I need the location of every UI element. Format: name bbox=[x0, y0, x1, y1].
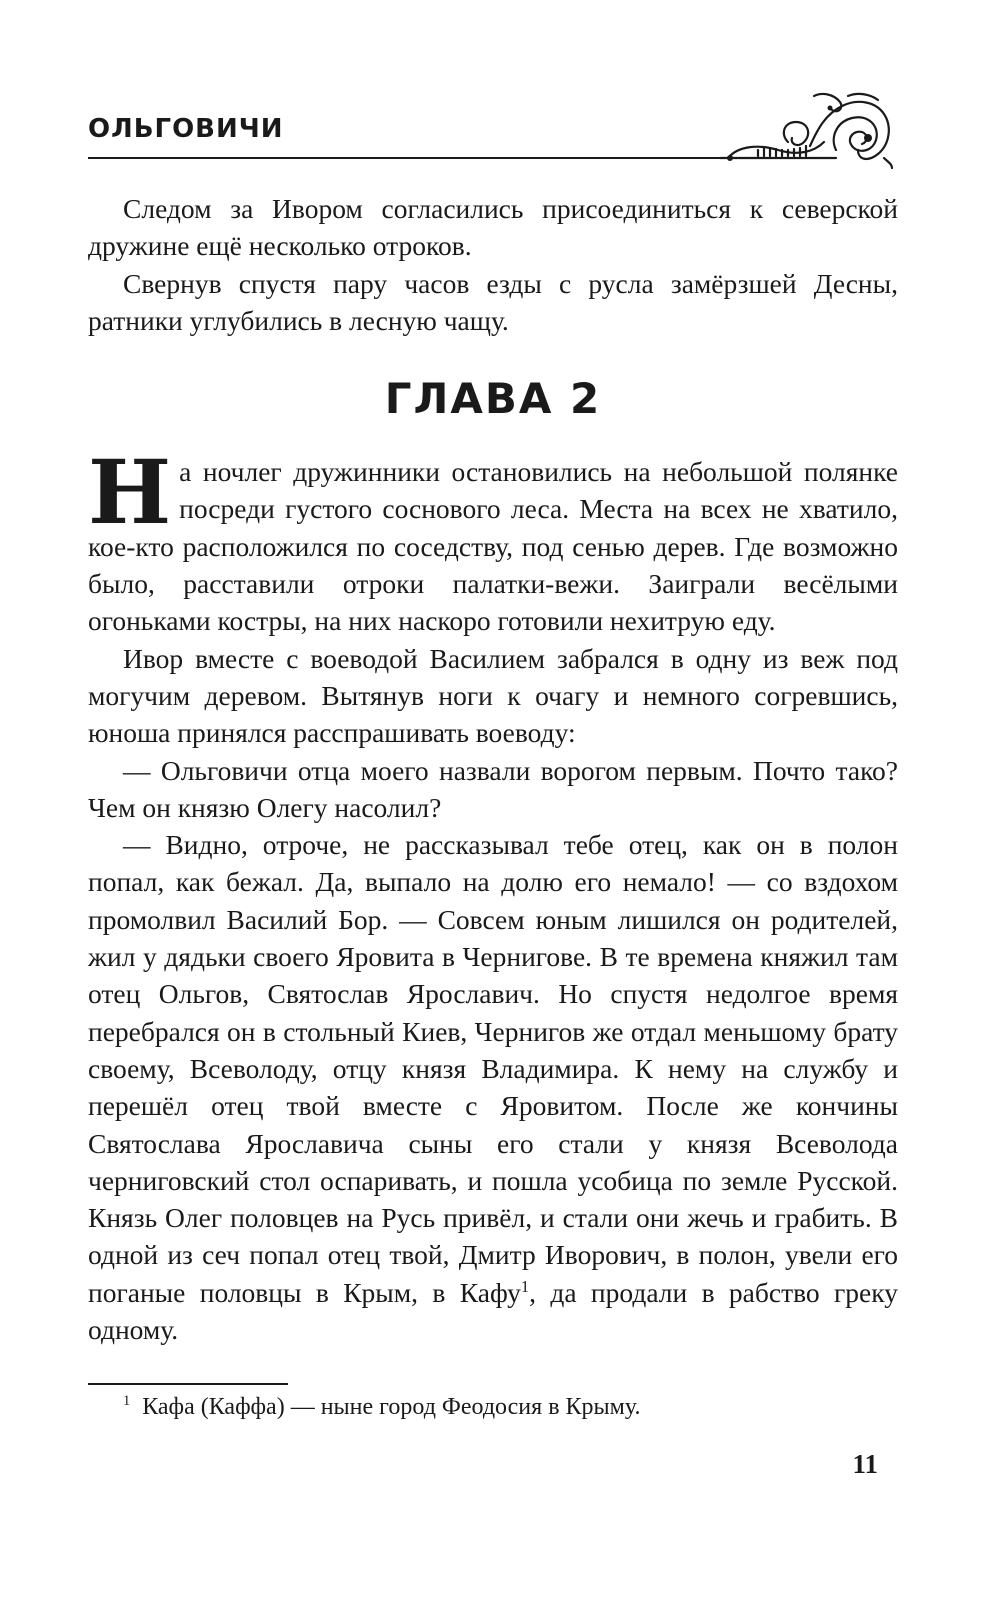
page-number: 11 bbox=[852, 1449, 878, 1479]
vine-scroll-ornament-icon bbox=[718, 88, 894, 170]
paragraph: Ивор вместе с воеводой Василием забрался в одну из веж под могучим деревом. Вытянув ноги к очагу и немного согревшись, юноша принялся расспрашивать воеводу: bbox=[88, 642, 898, 749]
footnote bbox=[123, 1391, 883, 1423]
footnote-text: Кафа (Каффа) — ныне город Феодосия в Крыму. bbox=[142, 1394, 641, 1420]
first-paragraph bbox=[88, 440, 898, 639]
paragraph-text: — Видно, отроче, не рассказывал тебе отец, как он в полон попал, как бежал. Да, выпало на долю его немало! — со вздохом промолвил Василий Бор. — Совсем юным лишился он родителей, жил у дядьки своего Яровита в Чернигове. В те времена княжил там отец Ольгов, Святослав Ярославич. Но спустя недолгое время перебрался он в стольный Киев, Чернигов же отдал меньшому брату своему, Всеволоду, отцу князя Владимира. К нему на службу и перешёл отец твой вместе с Яровитом. После же кончины Святослава Ярославича сыны его стали у князя Всеволода черниговский стол оспаривать, и пошла усобица по земле Русской. Князь Олег половцев на Русь привёл, и стали они жечь и грабить. В одной из сеч попал отец твой, Дмитр Иворович, в полон, увели его поганые половцы в Крым, в Кафу bbox=[88, 829, 898, 1308]
intro-paragraph: Свернув спустя пару часов езды с русла замёрзшей Десны, ратники углубились в лесную чащу. bbox=[88, 267, 898, 336]
paragraph bbox=[88, 826, 898, 1348]
first-paragraph-text: а ночлег дружинники остановились на небольшой полянке посреди густого соснового леса. Места на всех не хватило, кое-кто расположился по соседству, под сенью дерев. Где возможно было, расставили отроки палатки-вежи. Заиграли весёлыми огоньками костры, на них наскоро готовили нехитрую еду. bbox=[88, 456, 898, 637]
footnote-marker: 1 bbox=[123, 1393, 131, 1409]
intro-paragraph: Следом за Ивором согласились присоединиться к северской дружине ещё несколько отроков. bbox=[88, 193, 898, 262]
paragraph-text-end: , да продали в рабство греку одному. bbox=[88, 1276, 898, 1346]
drop-cap: Н bbox=[88, 440, 172, 545]
footnote-rule bbox=[88, 1383, 288, 1385]
header-rule bbox=[88, 157, 720, 159]
footnote-reference: 1 bbox=[520, 1276, 530, 1296]
main-text bbox=[88, 190, 898, 1348]
paragraph: — Ольговичи отца моего назвали ворогом первым. Почто тако? Чем он князю Олегу насолил? bbox=[88, 754, 898, 823]
chapter-title: ГЛАВА 2 bbox=[384, 374, 602, 424]
running-head: ОЛЬГОВИЧИ bbox=[88, 114, 284, 144]
